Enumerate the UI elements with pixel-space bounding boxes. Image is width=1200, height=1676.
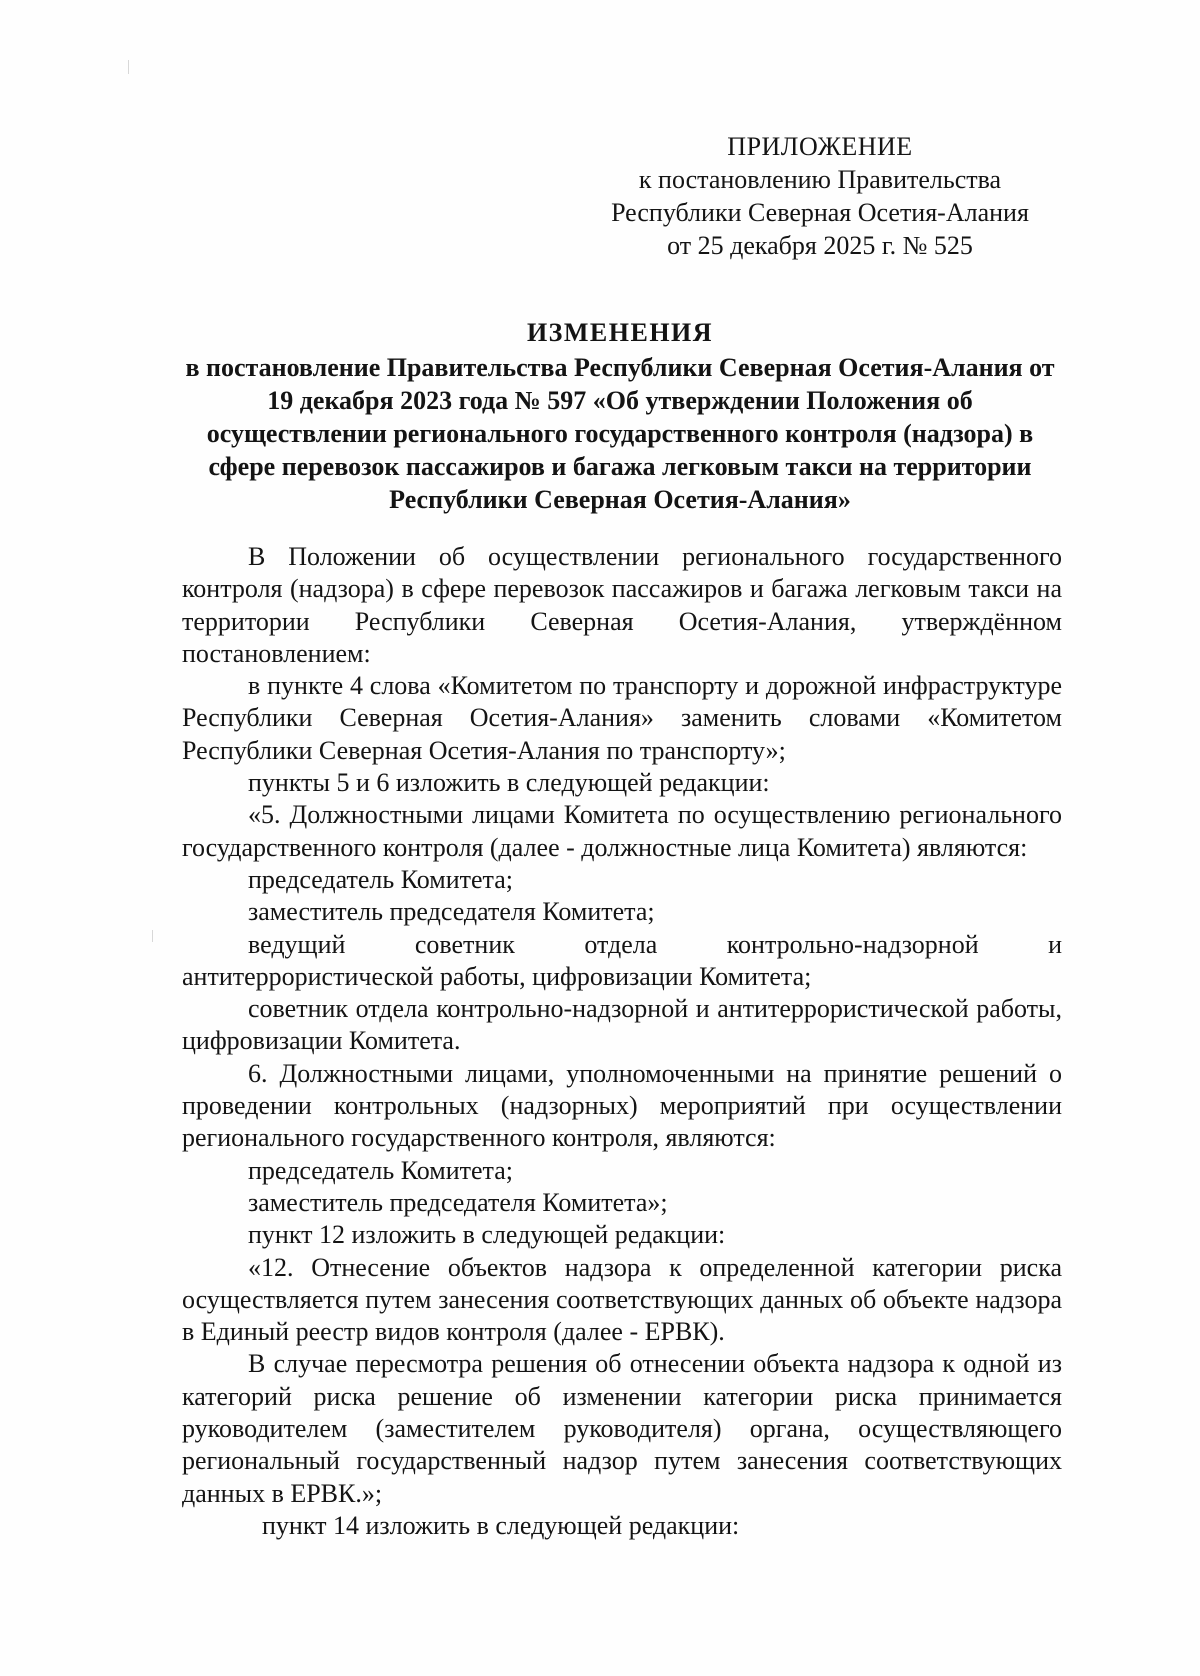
body-paragraph: председатель Комитета; xyxy=(248,864,513,894)
appendix-line: к постановлению Правительства xyxy=(638,165,1002,194)
title-heading: ИЗМЕНЕНИЯ xyxy=(526,318,714,347)
body-paragraph: в пункте 4 слова «Комитетом по транспорту и дорожной инфраструктуре Республики Северная Осетия-Алания» заменить словами «Комитетом Республики Северная Осетия-Алания по транспорту»; xyxy=(182,671,1062,765)
appendix-title: ПРИЛОЖЕНИЕ xyxy=(727,132,913,161)
appendix-header xyxy=(560,130,1080,262)
body-paragraph: председатель Комитета; xyxy=(248,1155,513,1185)
scan-artifact xyxy=(152,930,153,942)
body-paragraph: В случае пересмотра решения об отнесении объекта надзора к одной из категорий риска решение об изменении категории риска принимается руководителем (заместителем руководителя) органа, осуществляющего региональный государственный надзор путем занесения соответствующих данных в ЕРВК.»; xyxy=(182,1349,1062,1508)
body-paragraph: пункт 12 изложить в следующей редакции: xyxy=(248,1220,726,1250)
scan-artifact xyxy=(128,60,129,74)
document-body xyxy=(182,541,1062,1542)
body-paragraph: 6. Должностными лицами, уполномоченными на принятие решений о проведении контрольных (надзорных) мероприятий при осуществлении регионального государственного контроля, являются: xyxy=(182,1058,1062,1153)
body-paragraph: заместитель председателя Комитета; xyxy=(248,897,655,927)
document-title xyxy=(178,316,1062,516)
title-subtitle: в постановление Правительства Республики Северная Осетия-Алания от 19 декабря 2023 года № 597 «Об утверждении Положения об осуществлении регионального государственного контроля (надзора) в сфере перевозок пассажиров и багажа легковым такси на территории Республики Северная Осетия-Алания» xyxy=(185,353,1055,514)
body-paragraph: заместитель председателя Комитета»; xyxy=(248,1187,668,1217)
body-paragraph: пункты 5 и 6 изложить в следующей редакции: xyxy=(248,768,770,798)
body-paragraph: В Положении об осуществлении регионального государственного контроля (надзора) в сфере перевозок пассажиров и багажа легковым такси на территории Республики Северная Осетия-Алания, утверждённом постановлением: xyxy=(182,542,1062,668)
body-paragraph: советник отдела контрольно-надзорной и антитеррористической работы, цифровизации Комитета. xyxy=(182,994,1062,1056)
body-paragraph: пункт 14 изложить в следующей редакции: xyxy=(262,1510,740,1540)
body-paragraph: «12. Отнесение объектов надзора к определенной категории риска осуществляется путем занесения соответствующих данных об объекте надзора в Единый реестр видов контроля (далее - ЕРВК). xyxy=(182,1252,1062,1347)
appendix-line: от 25 декабря 2025 г. № 525 xyxy=(667,231,973,260)
body-paragraph: ведущий советник отдела контрольно-надзорной и антитеррористической работы, цифровизации Комитета; xyxy=(182,929,1062,991)
body-paragraph: «5. Должностными лицами Комитета по осуществлению регионального государственного контроля (далее - должностные лица Комитета) являются: xyxy=(182,800,1062,862)
appendix-line: Республики Северная Осетия-Алания xyxy=(611,198,1029,227)
